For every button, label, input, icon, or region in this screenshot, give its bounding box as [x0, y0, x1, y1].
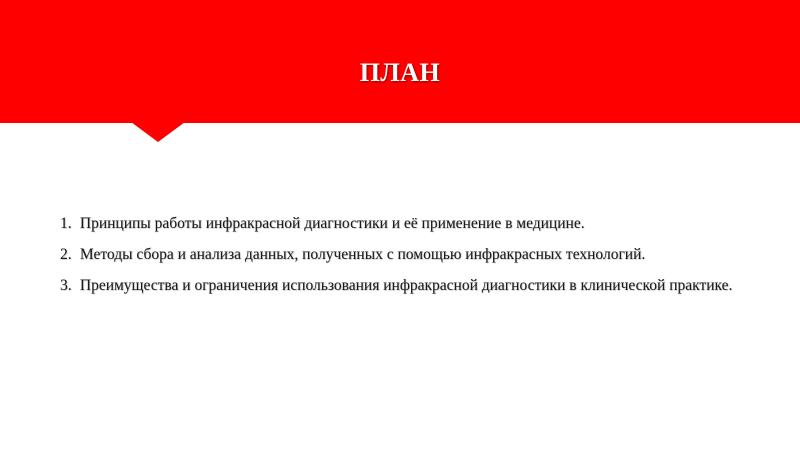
slide-title: ПЛАН: [359, 58, 441, 87]
plan-list: [60, 212, 740, 305]
list-item: [60, 243, 740, 266]
list-item-text: Принципы работы инфракрасной диагностики и её применение в медицине.: [79, 215, 585, 232]
list-item-text: Методы сбора и анализа данных, полученных с помощью инфракрасных технологий.: [79, 246, 646, 263]
list-item-number: 3.: [60, 277, 72, 294]
list-item: [60, 274, 740, 297]
list-item-text: Преимущества и ограничения использования инфракрасной диагностики в клинической практике.: [79, 277, 733, 294]
list-item-number: 2.: [60, 246, 72, 263]
header-notch: [131, 122, 185, 142]
list-item: [60, 212, 740, 235]
list-item-number: 1.: [60, 215, 72, 232]
